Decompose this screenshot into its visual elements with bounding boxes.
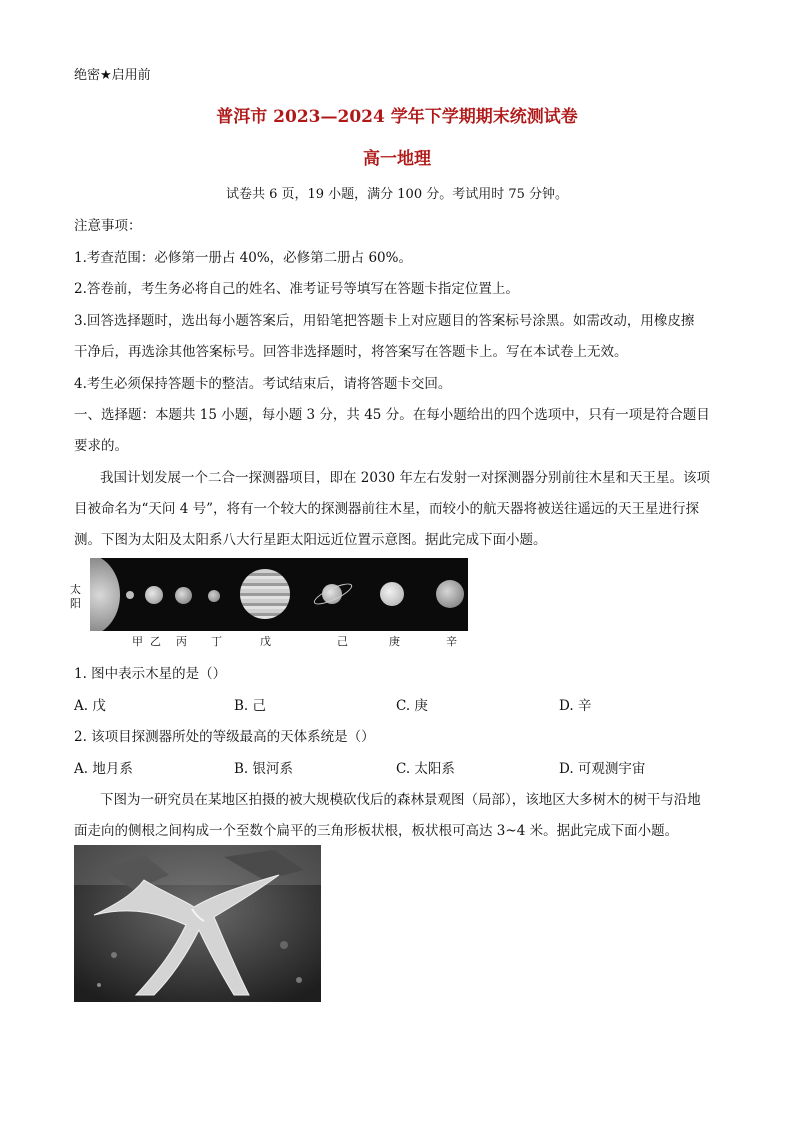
subject-title: 高一地理 (363, 149, 431, 169)
note-item: 2.答卷前，考生务必将自己的姓名、准考证号等填写在答题卡指定位置上。 (74, 281, 519, 297)
planet-bing (175, 587, 192, 604)
planet-label: 乙 (150, 635, 161, 648)
solar-system-figure (90, 558, 468, 631)
forest-buttress-root-photo (74, 845, 321, 1002)
planet-ding (208, 590, 220, 602)
section-heading-cont: 要求的。 (74, 438, 128, 454)
passage-line: 测。下图为太阳及太阳系八大行星距太阳远近位置示意图。据此完成下面小题。 (74, 532, 547, 548)
passage-line: 我国计划发展一个二合一探测器项目，即在 2030 年左右发射一对探测器分别前往木星和天王星。该项 (100, 470, 710, 486)
q2-option-c[interactable]: C. 太阳系 (396, 761, 455, 777)
question-2-stem: 2. 该项目探测器所处的等级最高的天体系统是（） (74, 729, 375, 745)
planet-label: 丁 (211, 635, 222, 648)
planet-yi (145, 586, 163, 604)
planet-label: 庚 (389, 635, 400, 648)
q1-option-d[interactable]: D. 辛 (559, 698, 592, 714)
sun (90, 558, 120, 631)
planet-label: 己 (337, 635, 348, 648)
exam-info: 试卷共 6 页，19 小题，满分 100 分。考试用时 75 分钟。 (225, 187, 569, 202)
confidential-mark: 绝密★启用前 (74, 68, 151, 83)
passage-line: 面走向的侧根之间构成一个至数个扁平的三角形板状根，板状根可高达 3~4 米。据此完成下面小题。 (74, 823, 679, 839)
planet-label: 戊 (260, 635, 271, 648)
note-item: 4.考生必须保持答题卡的整洁。考试结束后，请将答题卡交回。 (74, 376, 452, 392)
passage-line: 下图为一研究员在某地区拍摄的被大规模砍伐后的森林景观图（局部），该地区大多树木的树干与沿地 (100, 792, 701, 808)
q2-option-a[interactable]: A. 地月系 (74, 761, 133, 777)
q2-option-d[interactable]: D. 可观测宇宙 (559, 761, 646, 777)
planet-wu (240, 569, 290, 619)
note-item: 干净后，再选涂其他答案标号。回答非选择题时，将答案写在答题卡上。写在本试卷上无效。 (74, 344, 628, 360)
sun-label: 太阳 (70, 583, 81, 610)
q2-option-b[interactable]: B. 银河系 (234, 761, 294, 777)
planet-jia (126, 591, 134, 599)
section-heading: 一、选择题：本题共 15 小题，每小题 3 分，共 45 分。在每小题给出的四个选项中，只有一项是符合题目 (74, 407, 710, 423)
planet-geng (380, 582, 404, 606)
passage-line: 目被命名为“天问 4 号”，将有一个较大的探测器前往木星，而较小的航天器将被送往遥远的天王星进行探 (74, 501, 699, 517)
note-item: 1.考查范围：必修第一册占 40%，必修第二册占 60%。 (74, 250, 412, 266)
planet-label: 辛 (446, 635, 457, 648)
note-item: 3.回答选择题时，选出每小题答案后，用铅笔把答题卡上对应题目的答案标号涂黑。如需改动，用橡皮擦 (74, 313, 695, 329)
q1-option-a[interactable]: A. 戊 (74, 698, 106, 714)
planet-label: 丙 (176, 635, 187, 648)
exam-title: 普洱市 2023—2024 学年下学期期末统测试卷 (216, 107, 578, 127)
buttress-root-illustration (74, 845, 321, 1002)
planet-xin (436, 580, 464, 608)
planet-label: 甲 (132, 635, 143, 648)
notes-heading: 注意事项： (74, 218, 142, 234)
question-1-stem: 1. 图中表示木星的是（） (74, 666, 227, 682)
q1-option-b[interactable]: B. 己 (234, 698, 267, 714)
q1-option-c[interactable]: C. 庚 (396, 698, 428, 714)
